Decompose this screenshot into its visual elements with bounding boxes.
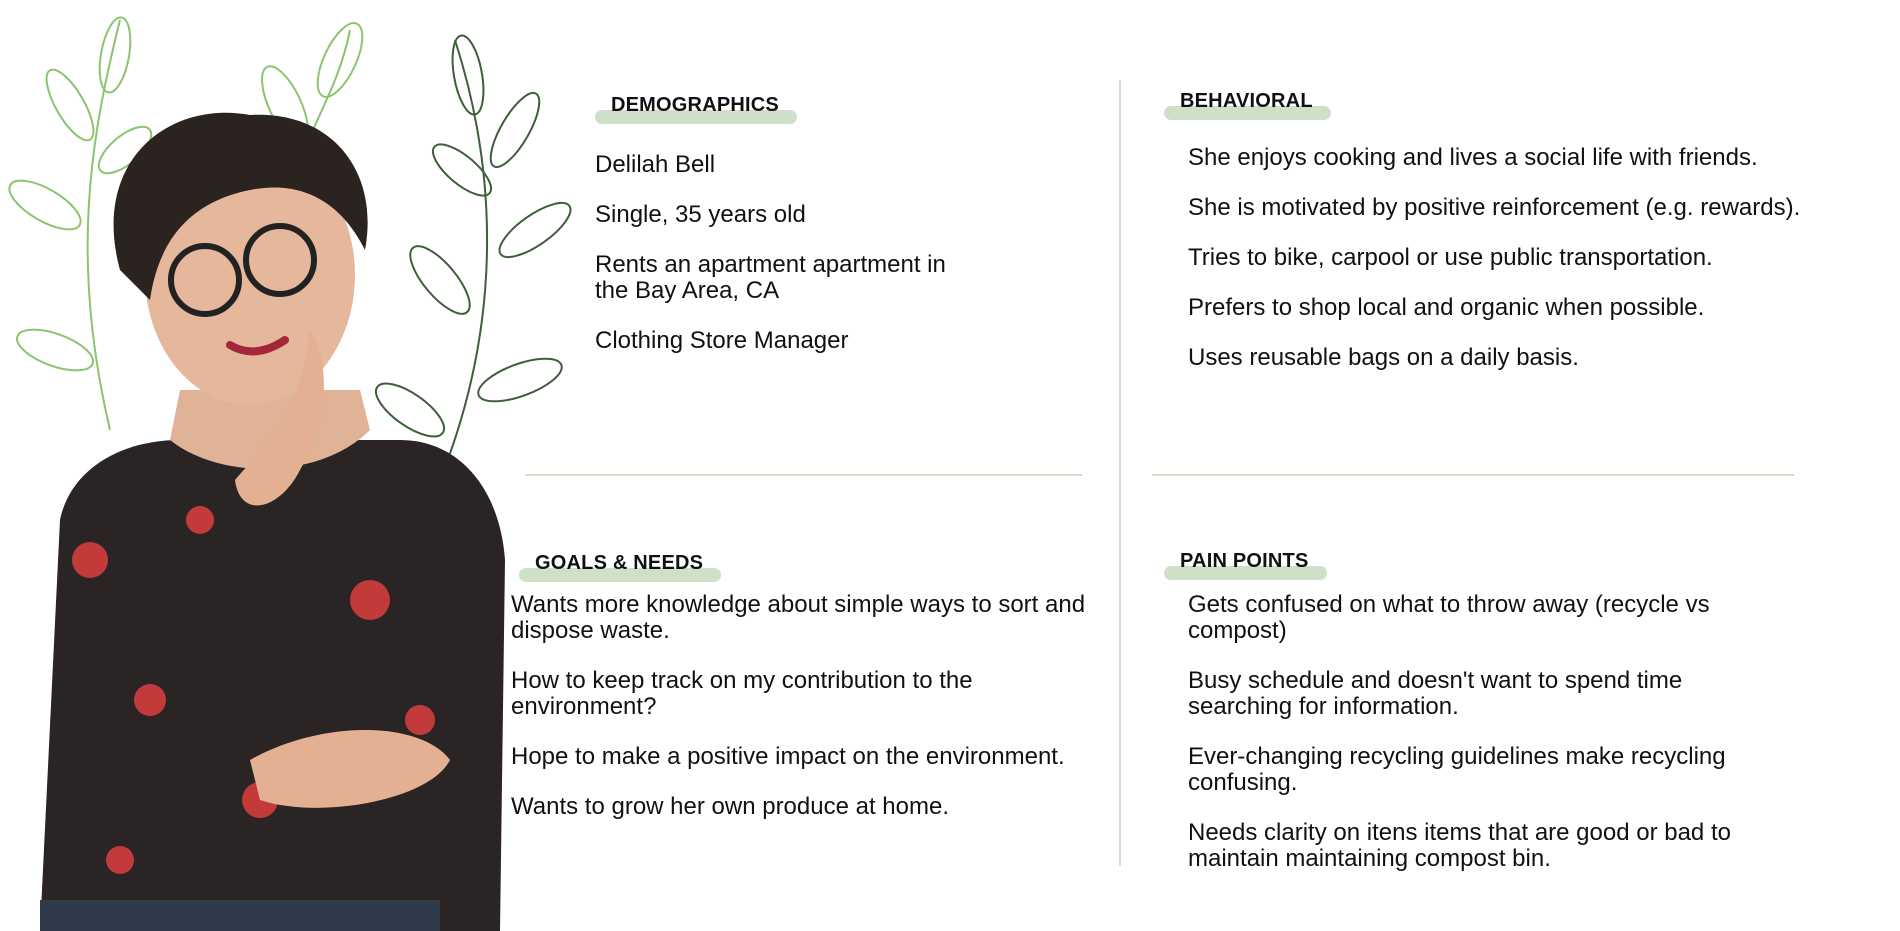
- list-item: Wants more knowledge about simple ways to sort and dispose waste.: [511, 591, 1086, 644]
- pain-points-heading: PAIN POINTS: [1164, 548, 1327, 574]
- horizontal-divider-right: [1152, 474, 1794, 476]
- pain-points-section: [1164, 548, 1814, 896]
- list-item: Hope to make a positive impact on the environment.: [511, 743, 1065, 770]
- list-item: Busy schedule and doesn't want to spend time searching for information.: [1188, 667, 1683, 720]
- demographics-residence: Rents an apartment apartment in the Bay Area, CA: [595, 251, 946, 304]
- list-item: She enjoys cooking and lives a social life with friends.: [1188, 144, 1758, 171]
- behavioral-heading: BEHAVIORAL: [1164, 88, 1331, 114]
- behavioral-list: [1164, 145, 1884, 371]
- pain-points-list: [1164, 592, 1814, 872]
- behavioral-section: [1164, 88, 1884, 395]
- vertical-divider: [1119, 80, 1121, 866]
- list-item: Ever-changing recycling guidelines make recycling confusing.: [1188, 743, 1726, 796]
- horizontal-divider-left: [525, 474, 1082, 476]
- woman-figure-icon: [40, 113, 505, 931]
- list-item: How to keep track on my contribution to the environment?: [511, 667, 973, 720]
- goals-needs-list: [511, 592, 1101, 820]
- list-item: Gets confused on what to throw away (recycle vs compost): [1188, 591, 1710, 644]
- demographics-age: Single, 35 years old: [595, 201, 806, 228]
- list-item: Tries to bike, carpool or use public transportation.: [1188, 244, 1713, 271]
- list-item: Prefers to shop local and organic when possible.: [1188, 294, 1705, 321]
- demographics-name: Delilah Bell: [595, 151, 716, 178]
- list-item: She is motivated by positive reinforcement (e.g. rewards).: [1188, 194, 1801, 221]
- demographics-occupation: Clothing Store Manager: [595, 327, 849, 354]
- persona-photo: [0, 0, 590, 931]
- list-item: Needs clarity on itens items that are good or bad to maintain maintaining compost bin.: [1188, 819, 1731, 872]
- goals-needs-section: [511, 550, 1101, 844]
- demographics-list: [595, 152, 1065, 354]
- demographics-section: [595, 92, 1065, 378]
- goals-needs-heading: GOALS & NEEDS: [519, 550, 721, 576]
- demographics-heading: DEMOGRAPHICS: [595, 92, 797, 118]
- list-item: Uses reusable bags on a daily basis.: [1188, 344, 1579, 371]
- list-item: Wants to grow her own produce at home.: [511, 793, 949, 820]
- persona-illustration: [0, 0, 590, 931]
